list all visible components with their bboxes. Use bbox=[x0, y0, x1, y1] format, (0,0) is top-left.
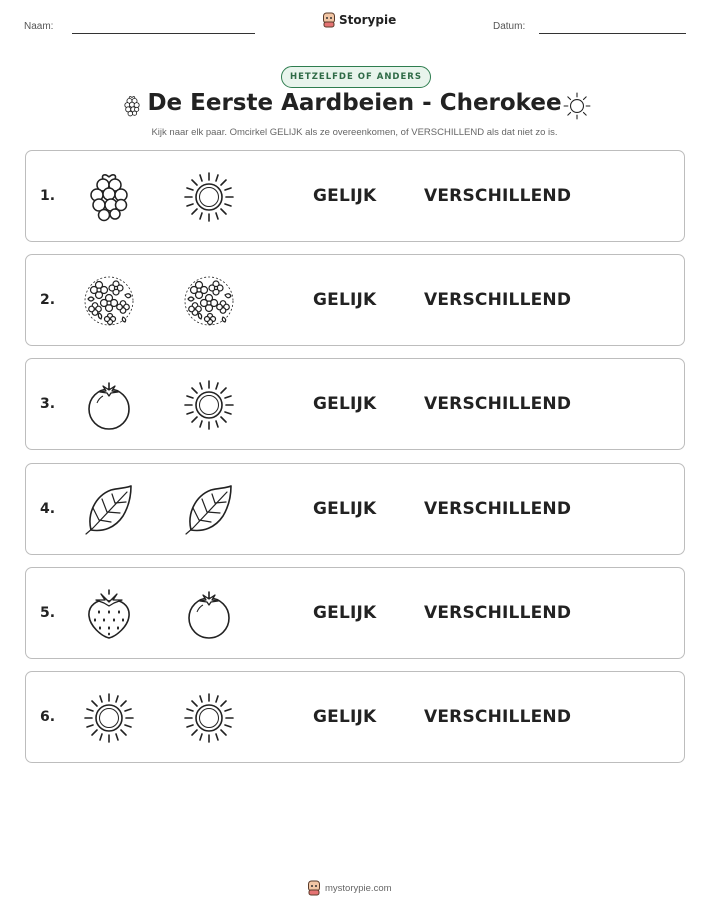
comparison-row bbox=[25, 567, 685, 659]
berry-icon bbox=[83, 379, 135, 431]
instructions-text: Kijk naar elk paar. Omcirkel GELIJK als ze overeenkomen, of VERSCHILLEND als dat niet zo is. bbox=[151, 127, 558, 138]
strawberry-icon bbox=[83, 588, 135, 640]
footer bbox=[307, 880, 392, 896]
leaf-icon bbox=[83, 484, 135, 536]
brand-name: Storypie bbox=[339, 13, 397, 27]
name-label: Naam: bbox=[24, 21, 54, 32]
same-option[interactable]: GELIJK bbox=[313, 499, 377, 519]
sun-icon bbox=[563, 92, 591, 124]
raspberry-icon bbox=[83, 171, 135, 223]
storypie-mascot-icon bbox=[322, 12, 336, 28]
different-option[interactable]: VERSCHILLEND bbox=[424, 186, 572, 206]
same-option[interactable]: GELIJK bbox=[313, 394, 377, 414]
comparison-row bbox=[25, 150, 685, 242]
different-option[interactable]: VERSCHILLEND bbox=[424, 707, 572, 727]
same-option[interactable]: GELIJK bbox=[313, 707, 377, 727]
sun-icon bbox=[183, 171, 235, 223]
name-line[interactable] bbox=[72, 33, 255, 34]
comparison-row bbox=[25, 358, 685, 450]
row-number: 5. bbox=[40, 605, 56, 621]
sun-icon bbox=[183, 379, 235, 431]
different-option[interactable]: VERSCHILLEND bbox=[424, 394, 572, 414]
leaf-icon bbox=[183, 484, 235, 536]
different-option[interactable]: VERSCHILLEND bbox=[424, 499, 572, 519]
same-option[interactable]: GELIJK bbox=[313, 603, 377, 623]
different-option[interactable]: VERSCHILLEND bbox=[424, 290, 572, 310]
date-line[interactable] bbox=[539, 33, 686, 34]
different-option[interactable]: VERSCHILLEND bbox=[424, 603, 572, 623]
date-label: Datum: bbox=[493, 21, 526, 32]
worksheet-title: De Eerste Aardbeien - Cherokee bbox=[147, 90, 562, 116]
row-number: 1. bbox=[40, 188, 56, 204]
sun-icon bbox=[183, 692, 235, 744]
row-number: 2. bbox=[40, 292, 56, 308]
row-number: 4. bbox=[40, 501, 56, 517]
comparison-row bbox=[25, 254, 685, 346]
same-option[interactable]: GELIJK bbox=[313, 186, 377, 206]
comparison-row bbox=[25, 671, 685, 763]
row-number: 3. bbox=[40, 396, 56, 412]
footer-url: mystorypie.com bbox=[325, 882, 392, 894]
brand-logo bbox=[322, 12, 396, 28]
storypie-mascot-icon bbox=[307, 880, 321, 896]
sun-icon bbox=[83, 692, 135, 744]
flowers-icon bbox=[183, 275, 235, 327]
same-option[interactable]: GELIJK bbox=[313, 290, 377, 310]
comparison-row bbox=[25, 463, 685, 555]
row-number: 6. bbox=[40, 709, 56, 725]
berry-icon bbox=[183, 588, 235, 640]
worksheet-type-badge: HETZELFDE OF ANDERS bbox=[281, 66, 431, 88]
flowers-icon bbox=[83, 275, 135, 327]
